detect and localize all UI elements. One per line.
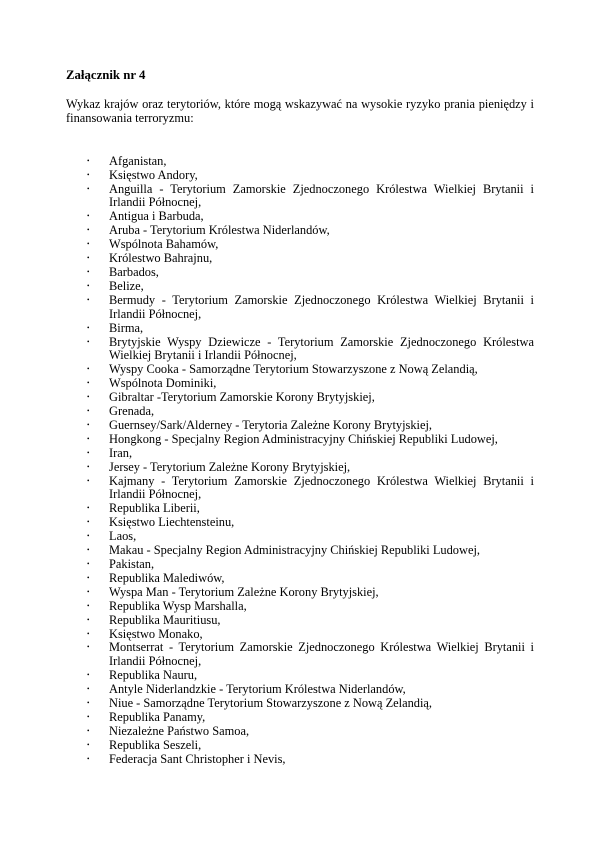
bullet-icon: • xyxy=(87,573,90,582)
bullet-icon: • xyxy=(87,420,90,429)
country-list-item xyxy=(66,558,534,572)
bullet-icon: • xyxy=(87,295,90,304)
country-list-item xyxy=(66,600,534,614)
country-list-item xyxy=(66,363,534,377)
country-name: Bermudy - Terytorium Zamorskie Zjednoczonego Królestwa Wielkiej Brytanii i Irlandii Północnej, xyxy=(109,292,534,321)
country-name: Republika Nauru, xyxy=(109,668,198,683)
page-content xyxy=(66,69,534,767)
country-name: Grenada, xyxy=(109,404,155,419)
country-name: Gibraltar -Terytorium Zamorskie Korony Brytyjskiej, xyxy=(109,390,375,405)
country-list-item xyxy=(66,155,534,169)
country-name: Hongkong - Specjalny Region Administracyjny Chińskiej Republiki Ludowej, xyxy=(109,431,498,446)
country-list-item xyxy=(66,711,534,725)
bullet-icon: • xyxy=(87,518,90,527)
country-name: Republika Seszeli, xyxy=(109,737,202,752)
country-name: Federacja Sant Christopher i Nevis, xyxy=(109,751,286,766)
bullet-icon: • xyxy=(87,226,90,235)
country-list-item xyxy=(66,169,534,183)
country-name: Wspólnota Bahamów, xyxy=(109,237,219,252)
country-name: Iran, xyxy=(109,445,133,460)
country-list-item xyxy=(66,447,534,461)
country-name: Księstwo Andory, xyxy=(109,167,198,182)
country-list-item xyxy=(66,266,534,280)
country-name: Montserrat - Terytorium Zamorskie Zjednoczonego Królestwa Wielkiej Brytanii i Irlandii Północnej, xyxy=(109,640,534,669)
country-name: Księstwo Liechtensteinu, xyxy=(109,515,235,530)
country-list-item xyxy=(66,419,534,433)
country-list-item xyxy=(66,502,534,516)
country-list-item xyxy=(66,433,534,447)
country-list-item xyxy=(66,210,534,224)
country-list-item xyxy=(66,238,534,252)
bullet-icon: • xyxy=(87,337,90,346)
country-name: Aruba - Terytorium Królestwa Niderlandów, xyxy=(109,223,330,238)
bullet-icon: • xyxy=(87,629,90,638)
country-list-item xyxy=(66,391,534,405)
bullet-icon: • xyxy=(87,184,90,193)
bullet-icon: • xyxy=(87,699,90,708)
country-name: Republika Mauritiusu, xyxy=(109,612,221,627)
country-list-item xyxy=(66,572,534,586)
country-list-item xyxy=(66,669,534,683)
bullet-icon: • xyxy=(87,740,90,749)
country-list-item xyxy=(66,377,534,391)
country-list-item xyxy=(66,280,534,294)
country-list-item xyxy=(66,405,534,419)
country-name: Republika Wysp Marshalla, xyxy=(109,598,247,613)
bullet-icon: • xyxy=(87,156,90,165)
bullet-icon: • xyxy=(87,212,90,221)
country-list-item xyxy=(66,322,534,336)
country-list-item xyxy=(66,697,534,711)
bullet-icon: • xyxy=(87,254,90,263)
bullet-icon: • xyxy=(87,685,90,694)
country-list-item xyxy=(66,614,534,628)
bullet-icon: • xyxy=(87,407,90,416)
country-list-item xyxy=(66,294,534,322)
bullet-icon: • xyxy=(87,240,90,249)
country-name: Brytyjskie Wyspy Dziewicze - Terytorium Zamorskie Zjednoczonego Królestwa Wielkiej Brytanii i Irlandii Północnej, xyxy=(109,334,534,363)
country-list-item xyxy=(66,461,534,475)
country-name: Afganistan, xyxy=(109,153,167,168)
country-name: Republika Malediwów, xyxy=(109,570,225,585)
country-name: Makau - Specjalny Region Administracyjny Chińskiej Republiki Ludowej, xyxy=(109,543,480,558)
bullet-icon: • xyxy=(87,476,90,485)
bullet-icon: • xyxy=(87,754,90,763)
country-list-item xyxy=(66,224,534,238)
bullet-icon: • xyxy=(87,532,90,541)
country-name: Księstwo Monako, xyxy=(109,626,203,641)
country-name: Anguilla - Terytorium Zamorskie Zjednoczonego Królestwa Wielkiej Brytanii i Irlandii Północnej, xyxy=(109,181,534,210)
country-name: Wspólnota Dominiki, xyxy=(109,376,217,391)
country-list-item xyxy=(66,530,534,544)
country-list-item xyxy=(66,739,534,753)
bullet-icon: • xyxy=(87,393,90,402)
country-name: Belize, xyxy=(109,278,144,293)
country-name: Antigua i Barbuda, xyxy=(109,209,204,224)
bullet-icon: • xyxy=(87,504,90,513)
bullet-icon: • xyxy=(87,379,90,388)
bullet-icon: • xyxy=(87,671,90,680)
bullet-icon: • xyxy=(87,615,90,624)
country-name: Wyspa Man - Terytorium Zależne Korony Brytyjskiej, xyxy=(109,584,379,599)
bullet-icon: • xyxy=(87,726,90,735)
intro-paragraph: Wykaz krajów oraz terytoriów, które mogą wskazywać na wysokie ryzyko prania pieniędzy i finansowania terroryzmu: xyxy=(66,96,534,125)
country-name: Niezależne Państwo Samoa, xyxy=(109,723,250,738)
bullet-icon: • xyxy=(87,643,90,652)
country-name: Birma, xyxy=(109,320,144,335)
country-name: Pakistan, xyxy=(109,557,155,571)
bullet-icon: • xyxy=(87,323,90,332)
country-list-item xyxy=(66,683,534,697)
country-name: Republika Liberii, xyxy=(109,501,200,516)
bullet-icon: • xyxy=(87,712,90,721)
country-list-item xyxy=(66,586,534,600)
country-list-item xyxy=(66,544,534,558)
country-name: Niue - Samorządne Terytorium Stowarzyszone z Nową Zelandią, xyxy=(109,696,433,711)
country-name: Wyspy Cooka - Samorządne Terytorium Stowarzyszone z Nową Zelandią, xyxy=(109,362,478,377)
country-list-item xyxy=(66,183,534,211)
country-name: Jersey - Terytorium Zależne Korony Brytyjskiej, xyxy=(109,459,351,474)
country-list-item xyxy=(66,753,534,767)
country-list-item xyxy=(66,252,534,266)
country-name: Barbados, xyxy=(109,264,159,279)
bullet-icon: • xyxy=(87,587,90,596)
country-name: Guernsey/Sark/Alderney - Terytoria Zależne Korony Brytyjskiej, xyxy=(109,417,433,432)
country-name: Królestwo Bahrajnu, xyxy=(109,251,213,266)
country-list-item xyxy=(66,516,534,530)
country-list-item xyxy=(66,336,534,364)
country-list-item xyxy=(66,475,534,503)
bullet-icon: • xyxy=(87,170,90,179)
bullet-icon: • xyxy=(87,267,90,276)
bullet-icon: • xyxy=(87,462,90,471)
country-list-item xyxy=(66,628,534,642)
bullet-icon: • xyxy=(87,281,90,290)
country-list xyxy=(66,155,534,767)
country-list-item xyxy=(66,641,534,669)
country-name: Kajmany - Terytorium Zamorskie Zjednoczonego Królestwa Wielkiej Brytanii i Irlandii Północnej, xyxy=(109,473,534,502)
country-list-item xyxy=(66,725,534,739)
bullet-icon: • xyxy=(87,448,90,457)
bullet-icon: • xyxy=(87,601,90,610)
country-name: Antyle Niderlandzkie - Terytorium Królestwa Niderlandów, xyxy=(109,682,406,697)
bullet-icon: • xyxy=(87,560,90,568)
country-name: Laos, xyxy=(109,529,137,544)
bullet-icon: • xyxy=(87,546,90,555)
attachment-title: Załącznik nr 4 xyxy=(66,68,146,82)
bullet-icon: • xyxy=(87,365,90,374)
country-name: Republika Panamy, xyxy=(109,709,206,724)
bullet-icon: • xyxy=(87,434,90,443)
